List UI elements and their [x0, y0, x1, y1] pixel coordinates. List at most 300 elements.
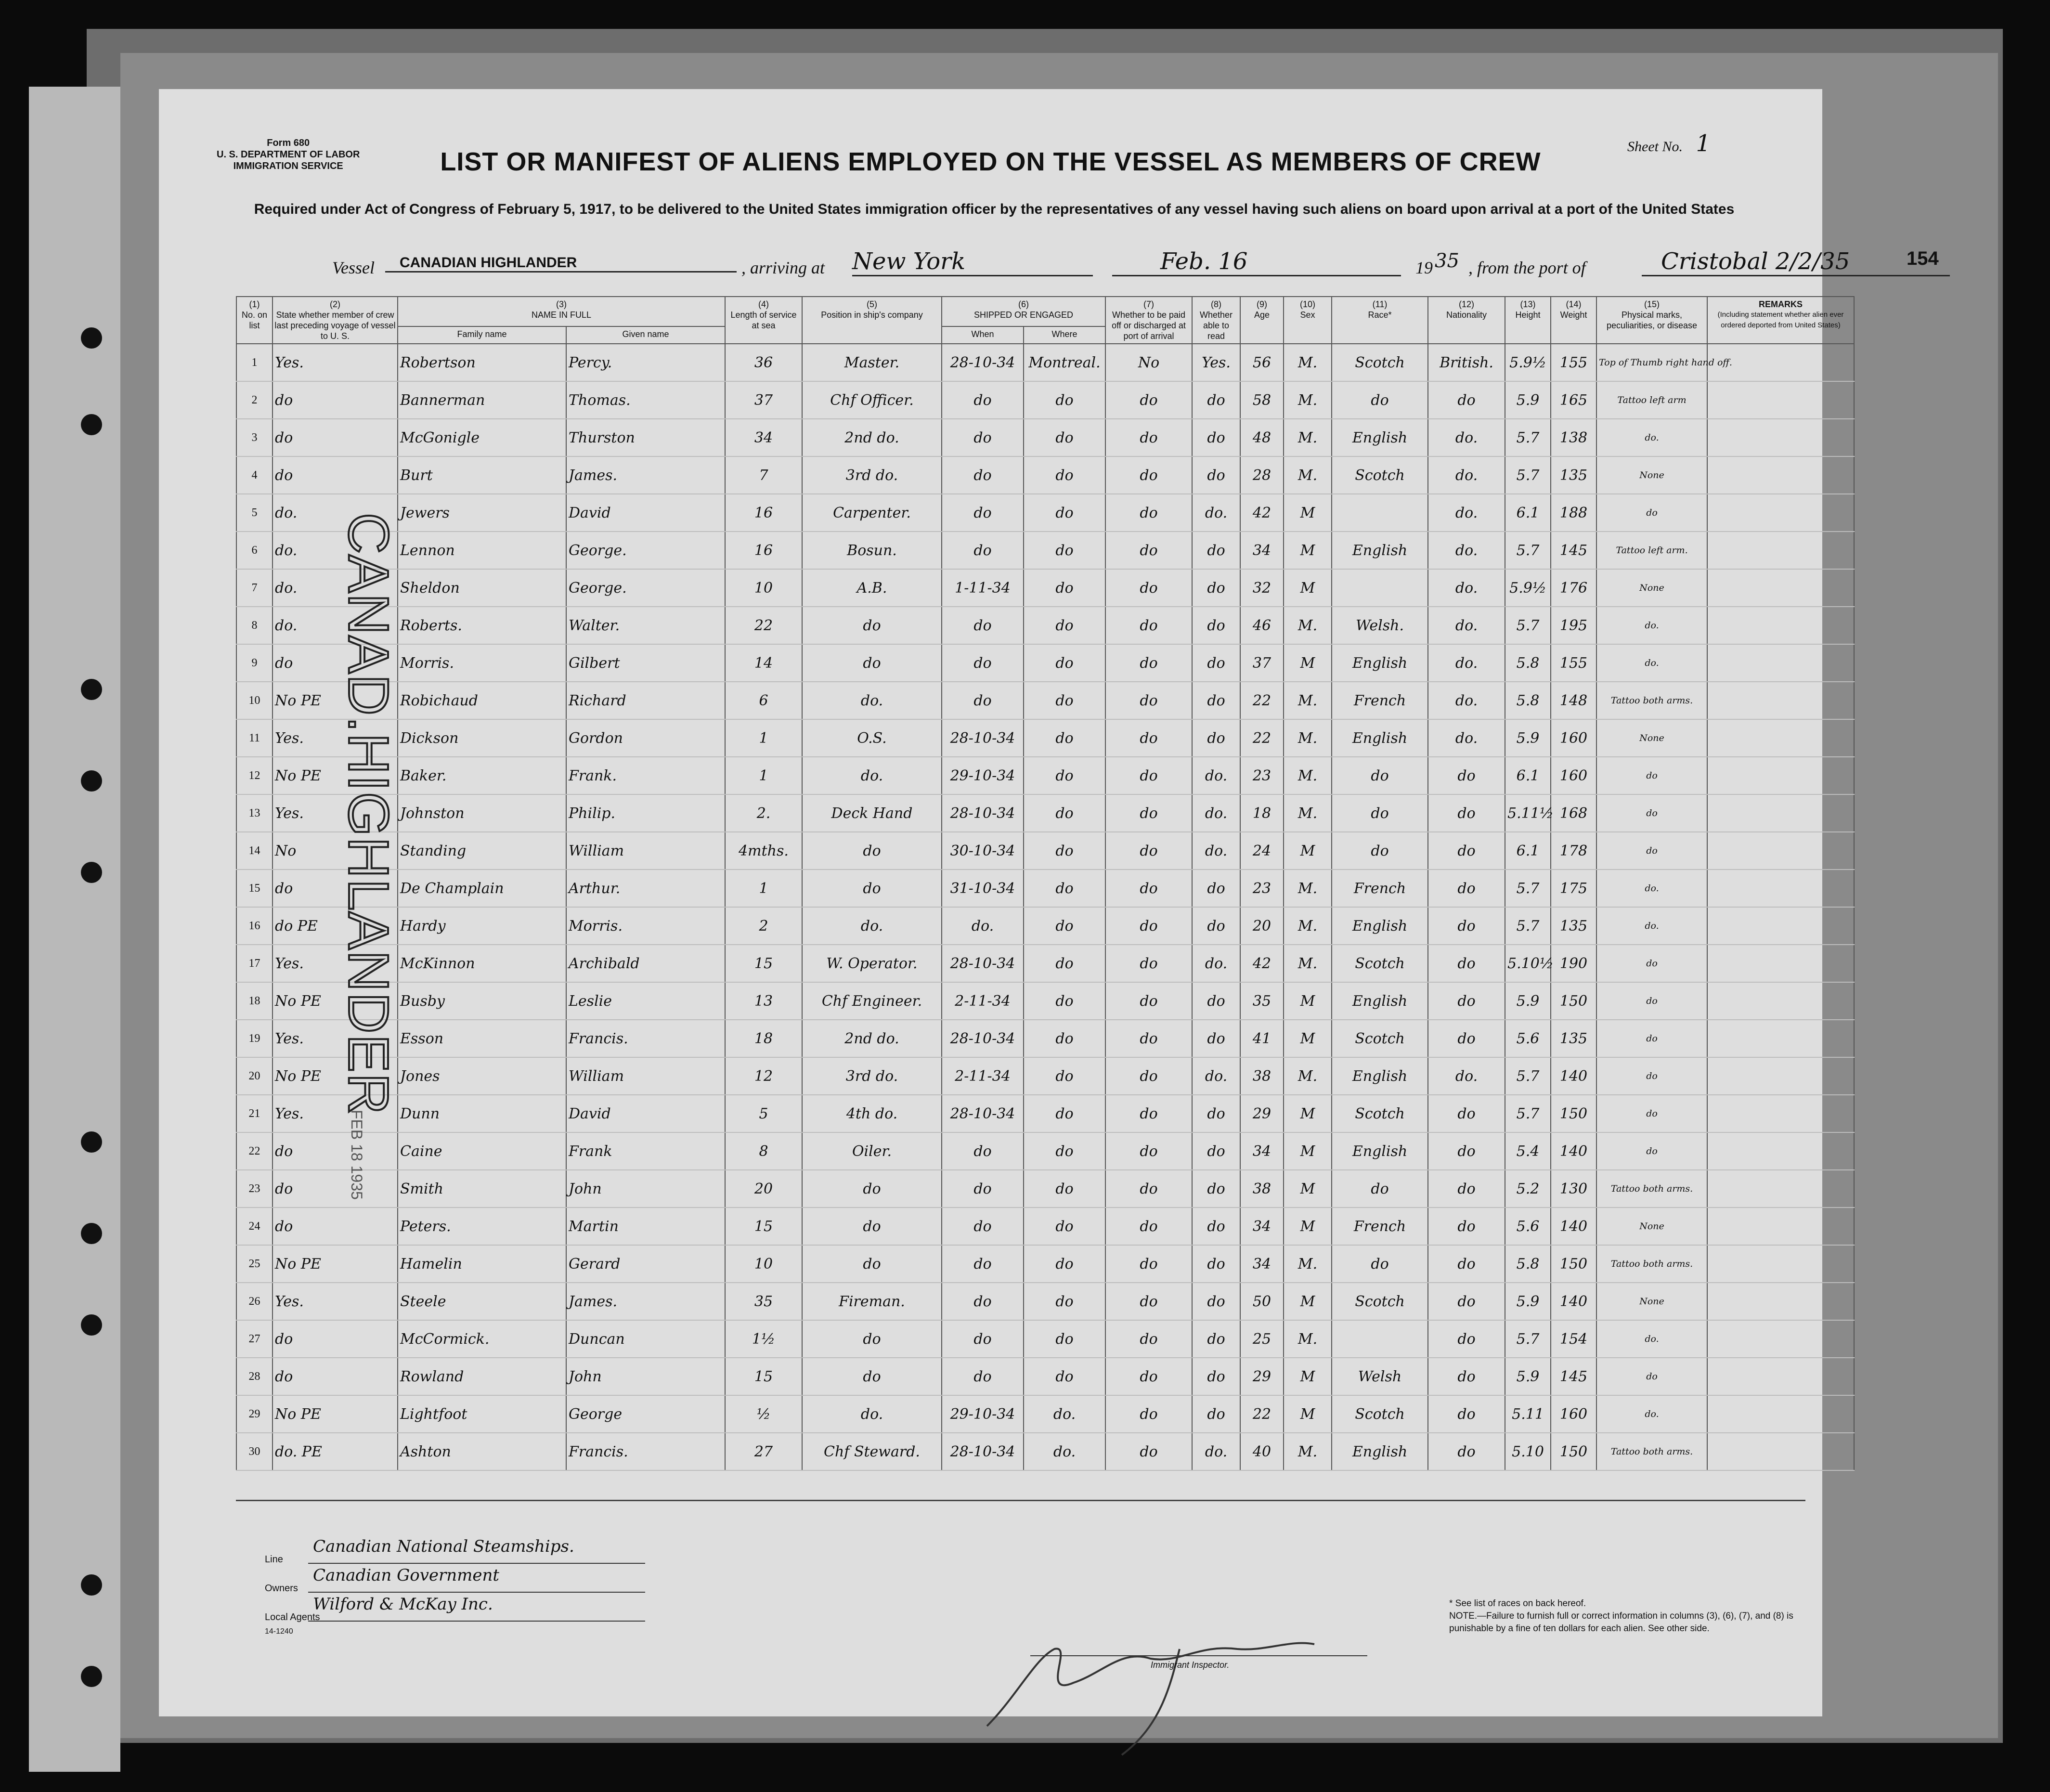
cell-sex: M.	[1284, 757, 1332, 794]
cell-where: do	[1024, 419, 1105, 456]
cell-height: 5.7	[1505, 907, 1551, 945]
col-6-header: (6) SHIPPED OR ENGAGED	[942, 297, 1105, 326]
table-row	[236, 1395, 1854, 1433]
cell-prev: do	[272, 1170, 398, 1208]
cell-nat: do	[1428, 1358, 1505, 1395]
cell-no: 8	[236, 607, 272, 644]
cell-remarks	[1707, 644, 1854, 682]
page-title: LIST OR MANIFEST OF ALIENS EMPLOYED ON THE VESSEL AS MEMBERS OF CREW	[440, 147, 1541, 176]
received-stamp	[342, 1105, 390, 1259]
cell-read: do	[1192, 532, 1240, 569]
cell-age: 22	[1240, 1395, 1284, 1433]
cell-family: Caine	[398, 1132, 566, 1170]
cell-race: English	[1332, 644, 1428, 682]
cell-prev: do	[272, 870, 398, 907]
vessel-label: Vessel	[332, 258, 375, 277]
cell-prev: No PE	[272, 982, 398, 1020]
cell-weight: 155	[1551, 344, 1596, 381]
cell-height: 5.4	[1505, 1132, 1551, 1170]
cell-prev: No PE	[272, 1245, 398, 1283]
table-row	[236, 1095, 1854, 1132]
cell-given: Arthur.	[566, 870, 725, 907]
cell-sex: M.	[1284, 1057, 1332, 1095]
cell-age: 40	[1240, 1433, 1284, 1470]
cell-position: W. Operator.	[802, 945, 942, 982]
cell-read: do	[1192, 870, 1240, 907]
cell-where: do	[1024, 794, 1105, 832]
cell-position: Oiler.	[802, 1132, 942, 1170]
arrival-date: Feb. 16	[1112, 248, 1401, 276]
cell-family: Steele	[398, 1283, 566, 1320]
cell-height: 5.8	[1505, 682, 1551, 719]
cell-when: do	[942, 494, 1024, 532]
table-row	[236, 644, 1854, 682]
cell-where: do	[1024, 644, 1105, 682]
given-name-header: Given name	[566, 326, 725, 344]
cell-no: 22	[236, 1132, 272, 1170]
cell-family: Lightfoot	[398, 1395, 566, 1433]
cell-nat: do	[1428, 1132, 1505, 1170]
cell-service: 1	[725, 719, 802, 757]
cell-where: do	[1024, 907, 1105, 945]
cell-sex: M	[1284, 1395, 1332, 1433]
table-row	[236, 456, 1854, 494]
cell-nat: do	[1428, 1020, 1505, 1057]
cell-race: do	[1332, 1170, 1428, 1208]
cell-when: do	[942, 1170, 1024, 1208]
cell-position: do.	[802, 682, 942, 719]
arriving-label: , arriving at	[741, 258, 825, 277]
cell-weight: 135	[1551, 1020, 1596, 1057]
cell-marks: Tattoo both arms.	[1596, 1433, 1707, 1470]
cell-given: Leslie	[566, 982, 725, 1020]
cell-when: 29-10-34	[942, 757, 1024, 794]
cell-marks: do.	[1596, 1395, 1707, 1433]
cell-given: Philip.	[566, 794, 725, 832]
cell-paid: do	[1105, 381, 1192, 419]
cell-marks: do	[1596, 982, 1707, 1020]
cell-where: do.	[1024, 1433, 1105, 1470]
cell-family: Morris.	[398, 644, 566, 682]
cell-remarks	[1707, 870, 1854, 907]
cell-weight: 150	[1551, 1245, 1596, 1283]
cell-height: 5.9	[1505, 381, 1551, 419]
cell-no: 9	[236, 644, 272, 682]
cell-when: do	[942, 1283, 1024, 1320]
cell-given: Morris.	[566, 907, 725, 945]
owners-field: Owners Canadian Government	[265, 1583, 298, 1594]
cell-given: Francis.	[566, 1433, 725, 1470]
cell-marks: do.	[1596, 607, 1707, 644]
cell-given: Martin	[566, 1208, 725, 1245]
cell-nat: do	[1428, 1395, 1505, 1433]
vessel-name-stamp-text: CANAD.HIGHLANDER	[337, 513, 400, 1116]
cell-sex: M.	[1284, 381, 1332, 419]
cell-family: Standing	[398, 832, 566, 870]
cell-age: 48	[1240, 419, 1284, 456]
cell-service: 1	[725, 870, 802, 907]
cell-family: Dunn	[398, 1095, 566, 1132]
col-1-header: (1) No. on list	[236, 297, 272, 344]
cell-given: Duncan	[566, 1320, 725, 1358]
cell-no: 14	[236, 832, 272, 870]
penalty-note: NOTE.—Failure to furnish full or correct information in columns (3), (6), (7), and (8) is punishable by a fine of ten dollars for each alien. See other side.	[1449, 1611, 1793, 1634]
cell-service: 20	[725, 1170, 802, 1208]
sheet-label: Sheet No.	[1627, 139, 1683, 155]
vessel-name-stamp	[325, 503, 402, 1116]
cell-remarks	[1707, 1208, 1854, 1245]
cell-marks: do	[1596, 1057, 1707, 1095]
cell-position: A.B.	[802, 569, 942, 607]
cell-read: do	[1192, 419, 1240, 456]
cell-paid: do	[1105, 832, 1192, 870]
cell-position: do	[802, 832, 942, 870]
cell-weight: 160	[1551, 757, 1596, 794]
cell-marks: do.	[1596, 1320, 1707, 1358]
cell-marks: do.	[1596, 870, 1707, 907]
cell-position: Bosun.	[802, 532, 942, 569]
cell-remarks	[1707, 982, 1854, 1020]
cell-paid: do	[1105, 644, 1192, 682]
cell-prev: do. PE	[272, 1433, 398, 1470]
cell-nat: do.	[1428, 607, 1505, 644]
cell-remarks	[1707, 381, 1854, 419]
cell-age: 50	[1240, 1283, 1284, 1320]
inspector-label: Immigrant Inspector.	[1151, 1660, 1230, 1670]
cell-family: Hardy	[398, 907, 566, 945]
cell-remarks	[1707, 907, 1854, 945]
cell-nat: do.	[1428, 569, 1505, 607]
cell-sex: M	[1284, 1208, 1332, 1245]
cell-weight: 176	[1551, 569, 1596, 607]
cell-where: do	[1024, 1320, 1105, 1358]
cell-service: 18	[725, 1020, 802, 1057]
cell-service: 27	[725, 1433, 802, 1470]
column-number-row	[236, 297, 1854, 326]
cell-sex: M.	[1284, 456, 1332, 494]
cell-marks: do	[1596, 1132, 1707, 1170]
cell-given: Percy.	[566, 344, 725, 381]
cell-paid: do	[1105, 494, 1192, 532]
inspector-rule	[1030, 1655, 1367, 1656]
table-row	[236, 1132, 1854, 1170]
cell-sex: M	[1284, 494, 1332, 532]
cell-given: John	[566, 1170, 725, 1208]
cell-read: do.	[1192, 794, 1240, 832]
cell-prev: do.	[272, 494, 398, 532]
cell-race	[1332, 1320, 1428, 1358]
cell-paid: do	[1105, 719, 1192, 757]
cell-nat: do	[1428, 1095, 1505, 1132]
cell-paid: do	[1105, 1020, 1192, 1057]
cell-read: do	[1192, 1283, 1240, 1320]
table-row	[236, 1358, 1854, 1395]
cell-race: Welsh.	[1332, 607, 1428, 644]
cell-marks: do	[1596, 494, 1707, 532]
cell-where: do	[1024, 1170, 1105, 1208]
cell-given: George	[566, 1395, 725, 1433]
line-value: Canadian National Steamships.	[313, 1537, 574, 1556]
cell-service: 14	[725, 644, 802, 682]
cell-race: Scotch	[1332, 456, 1428, 494]
cell-no: 28	[236, 1358, 272, 1395]
cell-no: 19	[236, 1020, 272, 1057]
cell-family: Smith	[398, 1170, 566, 1208]
cell-paid: do	[1105, 794, 1192, 832]
cell-where: do	[1024, 456, 1105, 494]
cell-when: do	[942, 1320, 1024, 1358]
cell-age: 34	[1240, 1132, 1284, 1170]
cell-paid: do	[1105, 870, 1192, 907]
cell-service: 1	[725, 757, 802, 794]
cell-service: 2.	[725, 794, 802, 832]
cell-height: 5.8	[1505, 1245, 1551, 1283]
col-11-header: (11) Race*	[1332, 297, 1428, 344]
table-row	[236, 1208, 1854, 1245]
cell-when: 28-10-34	[942, 794, 1024, 832]
table-row	[236, 870, 1854, 907]
cell-remarks	[1707, 719, 1854, 757]
cell-sex: M	[1284, 1095, 1332, 1132]
cell-read: do	[1192, 682, 1240, 719]
vessel-line	[332, 248, 1850, 282]
binder-strip	[29, 87, 120, 1772]
cell-sex: M.	[1284, 1245, 1332, 1283]
cell-when: do	[942, 419, 1024, 456]
cell-where: do	[1024, 719, 1105, 757]
cell-where: do	[1024, 532, 1105, 569]
cell-marks: do	[1596, 832, 1707, 870]
table-row	[236, 607, 1854, 644]
cell-height: 5.7	[1505, 1320, 1551, 1358]
cell-read: do	[1192, 1320, 1240, 1358]
cell-age: 29	[1240, 1358, 1284, 1395]
cell-age: 56	[1240, 344, 1284, 381]
cell-weight: 188	[1551, 494, 1596, 532]
cell-age: 24	[1240, 832, 1284, 870]
cell-height: 5.6	[1505, 1020, 1551, 1057]
cell-when: 29-10-34	[942, 1395, 1024, 1433]
col-14-header: (14) Weight	[1551, 297, 1596, 344]
cell-where: do	[1024, 982, 1105, 1020]
form-service: IMMIGRATION SERVICE	[233, 161, 343, 171]
cell-remarks	[1707, 1283, 1854, 1320]
cell-marks: Tattoo both arms.	[1596, 682, 1707, 719]
cell-no: 15	[236, 870, 272, 907]
cell-when: do	[942, 1245, 1024, 1283]
cell-family: Lennon	[398, 532, 566, 569]
cell-prev: do	[272, 1320, 398, 1358]
cell-age: 22	[1240, 682, 1284, 719]
cell-when: 2-11-34	[942, 982, 1024, 1020]
cell-nat: do	[1428, 794, 1505, 832]
cell-given: Frank.	[566, 757, 725, 794]
cell-weight: 145	[1551, 1358, 1596, 1395]
cell-race: do	[1332, 794, 1428, 832]
cell-given: John	[566, 1358, 725, 1395]
cell-weight: 155	[1551, 644, 1596, 682]
cell-remarks	[1707, 419, 1854, 456]
cell-position: Carpenter.	[802, 494, 942, 532]
cell-marks: do.	[1596, 644, 1707, 682]
cell-given: William	[566, 832, 725, 870]
cell-age: 34	[1240, 532, 1284, 569]
cell-sex: M.	[1284, 682, 1332, 719]
col-10-header: (10) Sex	[1284, 297, 1332, 344]
cell-marks: None	[1596, 1283, 1707, 1320]
cell-when: 31-10-34	[942, 870, 1024, 907]
cell-read: do	[1192, 1020, 1240, 1057]
cell-paid: do	[1105, 1283, 1192, 1320]
cell-nat: do	[1428, 1245, 1505, 1283]
cell-no: 10	[236, 682, 272, 719]
cell-remarks	[1707, 494, 1854, 532]
cell-no: 20	[236, 1057, 272, 1095]
cell-given: Thurston	[566, 419, 725, 456]
cell-given: Richard	[566, 682, 725, 719]
cell-when: 1-11-34	[942, 569, 1024, 607]
cell-remarks	[1707, 832, 1854, 870]
cell-no: 24	[236, 1208, 272, 1245]
cell-when: do	[942, 1132, 1024, 1170]
cell-no: 11	[236, 719, 272, 757]
cell-race: do	[1332, 832, 1428, 870]
cell-race: Scotch	[1332, 1283, 1428, 1320]
cell-read: do	[1192, 1208, 1240, 1245]
cell-marks: None	[1596, 719, 1707, 757]
cell-paid: do	[1105, 532, 1192, 569]
cell-no: 13	[236, 794, 272, 832]
cell-position: 3rd do.	[802, 456, 942, 494]
cell-sex: M.	[1284, 1433, 1332, 1470]
cell-service: 15	[725, 1208, 802, 1245]
cell-where: do	[1024, 1283, 1105, 1320]
cell-prev: Yes.	[272, 945, 398, 982]
cell-when: 28-10-34	[942, 719, 1024, 757]
cell-no: 25	[236, 1245, 272, 1283]
cell-remarks	[1707, 1433, 1854, 1470]
table-row	[236, 1020, 1854, 1057]
cell-read: do	[1192, 381, 1240, 419]
cell-weight: 140	[1551, 1283, 1596, 1320]
cell-remarks	[1707, 945, 1854, 982]
cell-weight: 148	[1551, 682, 1596, 719]
stamp-number: 154	[1907, 248, 1939, 269]
agents-field: Local Agents Wilford & McKay Inc.	[265, 1612, 320, 1623]
family-name-header: Family name	[398, 326, 566, 344]
cell-prev: do	[272, 381, 398, 419]
cell-prev: do.	[272, 532, 398, 569]
cell-family: Burt	[398, 456, 566, 494]
binder-hole-icon	[81, 1223, 102, 1244]
cell-age: 34	[1240, 1245, 1284, 1283]
vessel-name: CANADIAN HIGHLANDER	[385, 255, 737, 273]
cell-height: 5.11½	[1505, 794, 1551, 832]
from-port-label: , from the port of	[1468, 258, 1586, 277]
cell-race: English	[1332, 982, 1428, 1020]
cell-nat: do	[1428, 870, 1505, 907]
cell-where: do	[1024, 832, 1105, 870]
cell-position: Chf Engineer.	[802, 982, 942, 1020]
cell-service: 37	[725, 381, 802, 419]
cell-height: 5.10½	[1505, 945, 1551, 982]
cell-prev: No	[272, 832, 398, 870]
cell-height: 5.11	[1505, 1395, 1551, 1433]
table-row	[236, 1320, 1854, 1358]
binder-hole-icon	[81, 1314, 102, 1336]
cell-age: 38	[1240, 1057, 1284, 1095]
cell-race: do	[1332, 757, 1428, 794]
cell-race	[1332, 494, 1428, 532]
cell-read: do	[1192, 1170, 1240, 1208]
cell-family: Roberts.	[398, 607, 566, 644]
cell-remarks	[1707, 794, 1854, 832]
cell-paid: do	[1105, 757, 1192, 794]
cell-prev: do	[272, 1132, 398, 1170]
cell-where: do	[1024, 1057, 1105, 1095]
col-9-header: (9) Age	[1240, 297, 1284, 344]
table-row	[236, 794, 1854, 832]
cell-position: do	[802, 1358, 942, 1395]
cell-race: English	[1332, 419, 1428, 456]
cell-read: do.	[1192, 945, 1240, 982]
cell-no: 4	[236, 456, 272, 494]
cell-read: do	[1192, 907, 1240, 945]
cell-race: English	[1332, 1433, 1428, 1470]
cell-family: Esson	[398, 1020, 566, 1057]
agents-code: 14-1240	[265, 1627, 293, 1636]
cell-race: French	[1332, 1208, 1428, 1245]
cell-read: do	[1192, 456, 1240, 494]
cell-age: 42	[1240, 494, 1284, 532]
cell-service: ½	[725, 1395, 802, 1433]
cell-nat: do.	[1428, 719, 1505, 757]
cell-race: Scotch	[1332, 1395, 1428, 1433]
cell-nat: do.	[1428, 532, 1505, 569]
cell-paid: do	[1105, 945, 1192, 982]
cell-read: do	[1192, 1358, 1240, 1395]
cell-service: 6	[725, 682, 802, 719]
binder-hole-icon	[81, 414, 102, 435]
col-5-header: (5) Position in ship's company	[802, 297, 942, 344]
cell-height: 5.9	[1505, 982, 1551, 1020]
cell-race: Scotch	[1332, 1095, 1428, 1132]
cell-nat: do.	[1428, 1057, 1505, 1095]
cell-marks: do	[1596, 757, 1707, 794]
cell-height: 5.9½	[1505, 569, 1551, 607]
cell-sex: M.	[1284, 794, 1332, 832]
cell-family: De Champlain	[398, 870, 566, 907]
cell-when: 2-11-34	[942, 1057, 1024, 1095]
cell-nat: do	[1428, 1283, 1505, 1320]
cell-marks: do.	[1596, 419, 1707, 456]
cell-remarks	[1707, 1132, 1854, 1170]
cell-marks: None	[1596, 456, 1707, 494]
table-row	[236, 419, 1854, 456]
col-7-header: (7) Whether to be paid off or discharged at port of arrival	[1105, 297, 1192, 344]
cell-age: 23	[1240, 870, 1284, 907]
cell-prev: Yes.	[272, 344, 398, 381]
cell-weight: 165	[1551, 381, 1596, 419]
cell-remarks	[1707, 456, 1854, 494]
cell-paid: do	[1105, 1320, 1192, 1358]
cell-nat: do.	[1428, 456, 1505, 494]
line-field: Line Canadian National Steamships.	[265, 1554, 283, 1565]
cell-prev: Yes.	[272, 1020, 398, 1057]
cell-sex: M	[1284, 532, 1332, 569]
cell-family: Bannerman	[398, 381, 566, 419]
where-header: Where	[1024, 326, 1105, 344]
